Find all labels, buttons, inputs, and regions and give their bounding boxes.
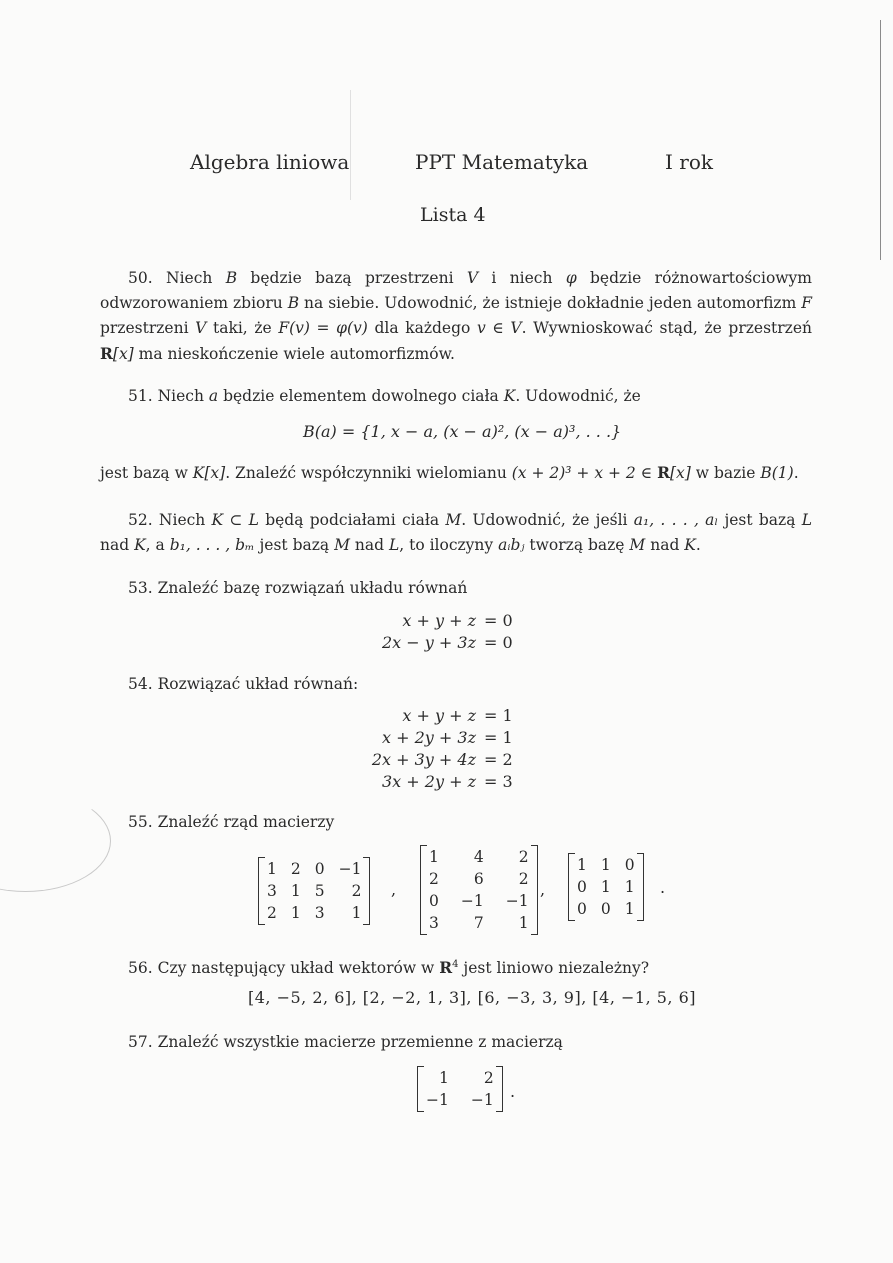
math: K ⊂ L <box>211 511 259 529</box>
math: L <box>388 536 400 554</box>
matrix-entry: 6 <box>473 870 484 888</box>
text: na siebie. Udowodnić, że istnieje dokładnie jeden automorfizm <box>299 294 802 312</box>
comma: , <box>540 880 546 899</box>
equation-rhs: = 3 <box>484 772 513 791</box>
scan-smudge <box>0 790 111 892</box>
text: nad <box>349 536 389 554</box>
problem-number: 56. <box>128 959 153 978</box>
matrix-entry: 1 <box>624 878 635 896</box>
text: Znaleźć bazę rozwiązań układu równań <box>157 579 468 597</box>
problem-number: 54. <box>128 675 153 693</box>
matrix-entry: −1 <box>470 1091 494 1109</box>
matrix-entry: 0 <box>314 860 325 878</box>
math: (x + 2)³ + x + 2 ∈ <box>511 464 658 482</box>
matrix-entry: 3 <box>314 904 325 922</box>
math: V <box>195 319 207 337</box>
math: M <box>334 536 350 554</box>
equation-system-53 <box>360 610 532 654</box>
problem-50 <box>100 266 812 367</box>
period: . <box>510 1082 516 1101</box>
matrix-entry: 0 <box>577 878 587 896</box>
matrix-entry: −1 <box>426 1091 449 1109</box>
problem-number: 55. <box>128 813 153 831</box>
problem-51 <box>100 384 812 409</box>
equation-lhs: 2x − y + 3z <box>381 633 476 652</box>
problem-57 <box>100 1030 812 1055</box>
equation-rhs: = 0 <box>484 633 513 652</box>
matrix-entry: 1 <box>600 856 611 874</box>
matrix-entry: 1 <box>518 914 529 932</box>
math: v ∈ V <box>476 319 522 337</box>
matrix-entry: 1 <box>290 904 301 922</box>
matrix-entry: 1 <box>577 856 587 874</box>
text: . Znaleźć współczynniki wielomianu <box>225 464 512 482</box>
math: a <box>208 387 219 405</box>
matrix-entry: 0 <box>429 892 439 910</box>
problem-number: 52. <box>128 511 153 529</box>
matrix-entry: 0 <box>624 856 635 874</box>
math: M <box>445 511 462 529</box>
equation-rhs: = 0 <box>484 611 513 630</box>
text: jest liniowo niezależny? <box>458 959 650 978</box>
matrix-entry: 1 <box>290 882 301 900</box>
matrix-1 <box>258 857 370 925</box>
math: K[x] <box>192 464 226 482</box>
matrix-3 <box>568 853 644 921</box>
year-label: I rok <box>665 150 713 174</box>
equation-lhs: x + y + z <box>402 706 476 725</box>
vector-list: [4, −5, 2, 6], [2, −2, 1, 3], [6, −3, 3, 9], [4, −1, 5, 6] <box>248 988 697 1007</box>
text: Niech <box>157 387 209 405</box>
matrix-entry: 2 <box>518 870 529 888</box>
period: . <box>660 878 666 897</box>
problem-56 <box>100 952 812 981</box>
text: . Wywnioskować stąd, że przestrzeń <box>521 319 812 337</box>
matrix-entry: 2 <box>290 860 301 878</box>
matrix-entry: 2 <box>429 870 439 888</box>
math: K <box>134 536 146 554</box>
matrix-entry: 1 <box>351 904 362 922</box>
matrix-entry: 2 <box>518 848 529 866</box>
math: aᵢbⱼ <box>498 536 525 554</box>
math: φ <box>565 269 577 287</box>
text: taki, że <box>206 319 279 337</box>
matrix-entry: 0 <box>577 900 587 918</box>
text: będzie różnowartościowym odwzorowaniem zbioru <box>100 269 813 312</box>
text: dla każdego <box>367 319 477 337</box>
text: ma nieskończenie wiele automorfizmów. <box>133 345 455 363</box>
math: B(1) <box>760 464 794 482</box>
matrix-entry: 3 <box>429 914 439 932</box>
text: Czy następujący układ wektorów w <box>157 959 440 978</box>
text: . Udowodnić, że <box>515 387 641 405</box>
math: F(v) = φ(v) <box>278 319 368 337</box>
text: przestrzeni <box>100 319 196 337</box>
problem-number: 53. <box>128 579 153 597</box>
math: M <box>629 536 646 554</box>
text: Znaleźć wszystkie macierze przemienne z macierzą <box>157 1033 563 1051</box>
equation-rhs: = 1 <box>484 728 513 747</box>
matrix-2 <box>420 845 538 935</box>
math: V <box>466 269 479 287</box>
text: i niech <box>478 269 566 287</box>
matrix-entry: 1 <box>600 878 611 896</box>
math: B <box>225 269 238 287</box>
text: będzie elementem dowolnego ciała <box>218 387 504 405</box>
matrix-entry: 2 <box>483 1069 494 1087</box>
matrix-entry: 1 <box>267 860 277 878</box>
math-superscript: 4 <box>452 959 459 970</box>
equation-lhs: 2x + 3y + 4z <box>371 750 476 769</box>
matrix-entry: 1 <box>429 848 439 866</box>
math: R <box>657 463 670 482</box>
math: F <box>801 294 812 312</box>
text: . Udowodnić, że jeśli <box>461 511 634 529</box>
text: . <box>793 464 799 482</box>
text: jest bazą <box>254 536 335 554</box>
equation-rhs: = 2 <box>484 750 513 769</box>
course-title: Algebra liniowa <box>190 150 350 174</box>
problem-number: 50. <box>128 269 153 287</box>
text: Niech <box>158 511 212 529</box>
text: nad <box>100 536 135 554</box>
text: Niech <box>166 269 226 287</box>
text: , a <box>145 536 170 554</box>
math: [x] <box>670 464 691 482</box>
matrix-entry: 3 <box>267 882 277 900</box>
matrix-entry: −1 <box>338 860 362 878</box>
text: tworzą bazę <box>524 536 630 554</box>
math: R <box>439 958 453 978</box>
problem-54 <box>100 672 812 697</box>
text: Znaleźć rząd macierzy <box>157 813 335 831</box>
matrix-57 <box>417 1066 503 1112</box>
math: L <box>801 511 812 529</box>
text: . <box>695 536 701 554</box>
comma: , <box>391 880 397 899</box>
math: [x] <box>112 345 134 363</box>
matrix-entry: 4 <box>473 848 484 866</box>
math: R <box>100 344 113 363</box>
math: K <box>503 387 516 405</box>
problem-51-cont <box>100 460 812 486</box>
matrix-entry: 2 <box>267 904 277 922</box>
matrix-entry: 0 <box>600 900 611 918</box>
math: B <box>287 294 300 312</box>
matrix-entry: −1 <box>505 892 529 910</box>
problem-53 <box>100 576 812 601</box>
equation-lhs: x + 2y + 3z <box>381 728 476 747</box>
scan-edge-line <box>350 90 351 200</box>
math: b₁, . . . , bₘ <box>169 536 255 554</box>
matrix-entry: −1 <box>460 892 484 910</box>
text: jest bazą w <box>100 464 193 482</box>
text: , to iloczyny <box>399 536 499 554</box>
matrix-entry: 1 <box>624 900 635 918</box>
text: w bazie <box>690 464 761 482</box>
problem-number: 51. <box>128 387 153 405</box>
text: Rozwiązać układ równań: <box>157 675 359 693</box>
problem-55 <box>100 810 812 835</box>
text: będzie bazą przestrzeni <box>237 269 467 287</box>
math: a₁, . . . , aₗ <box>633 511 719 529</box>
text: nad <box>645 536 685 554</box>
list-title: Lista 4 <box>420 204 486 226</box>
equation-lhs: 3x + 2y + z <box>381 772 476 791</box>
equation-rhs: = 1 <box>484 706 513 725</box>
basis-equation: B(a) = {1, x − a, (x − a)², (x − a)³, . . .} <box>303 422 622 441</box>
matrix-entry: 1 <box>438 1069 449 1087</box>
faculty-label: PPT Matematyka <box>415 150 589 174</box>
matrix-entry: 7 <box>473 914 484 932</box>
matrix-entry: 5 <box>314 882 325 900</box>
problem-52 <box>100 508 812 558</box>
text: jest bazą <box>718 511 802 529</box>
equation-lhs: x + y + z <box>402 611 476 630</box>
scan-edge-line <box>880 20 881 260</box>
math: K <box>684 536 696 554</box>
equation-system-54 <box>360 705 532 793</box>
text: będą podciałami ciała <box>258 511 446 529</box>
matrix-entry: 2 <box>351 882 362 900</box>
problem-number: 57. <box>128 1033 153 1051</box>
